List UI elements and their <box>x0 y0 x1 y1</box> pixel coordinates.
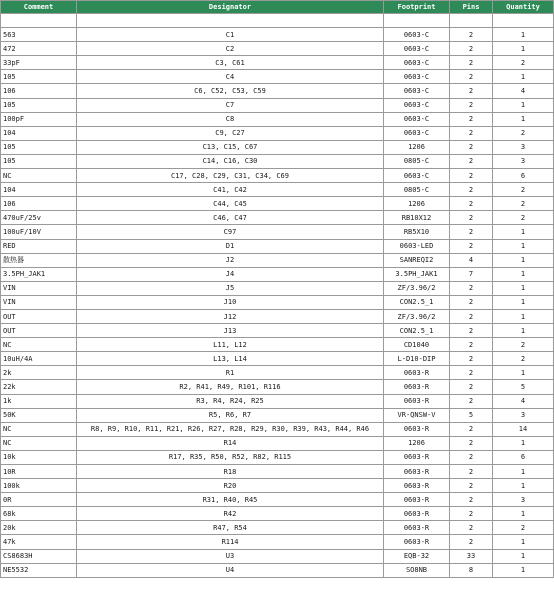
table-row <box>1 183 554 197</box>
table-row <box>1 366 554 380</box>
cell-quantity: 1 <box>493 436 554 450</box>
cell-comment: 470uF/25v <box>1 211 77 225</box>
cell-designator: J5 <box>77 281 384 295</box>
cell-comment: 100uF/10V <box>1 225 77 239</box>
table-row <box>1 267 554 281</box>
cell-footprint: CD1040 <box>384 338 450 352</box>
header-designator: Designator <box>77 1 384 14</box>
table-row <box>1 154 554 168</box>
cell-pins: 2 <box>450 479 493 493</box>
table-row <box>1 324 554 338</box>
cell-comment: 106 <box>1 84 77 98</box>
cell-designator: R3, R4, R24, R25 <box>77 394 384 408</box>
cell-quantity: 1 <box>493 112 554 126</box>
cell-comment: NC <box>1 338 77 352</box>
cell-footprint: ZF/3.96/2 <box>384 309 450 323</box>
table-row <box>1 394 554 408</box>
table-row <box>1 338 554 352</box>
cell-designator: R42 <box>77 507 384 521</box>
cell-comment: 47k <box>1 535 77 549</box>
cell-designator: C41, C42 <box>77 183 384 197</box>
cell-quantity: 2 <box>493 338 554 352</box>
cell-footprint: 0603-C <box>384 84 450 98</box>
cell-footprint: 0603-C <box>384 42 450 56</box>
cell-comment: 50K <box>1 408 77 422</box>
cell-footprint: 0603-C <box>384 98 450 112</box>
cell-quantity: 1 <box>493 549 554 563</box>
table-row <box>1 42 554 56</box>
cell-pins: 2 <box>450 309 493 323</box>
table-row <box>1 239 554 253</box>
cell-comment: OUT <box>1 324 77 338</box>
cell-designator: C8 <box>77 112 384 126</box>
table-row <box>1 281 554 295</box>
table-row <box>1 479 554 493</box>
cell-pins: 2 <box>450 70 493 84</box>
cell-footprint: 0603-R <box>384 479 450 493</box>
cell-pins: 2 <box>450 126 493 140</box>
bom-table-body <box>1 14 554 578</box>
table-row <box>1 422 554 436</box>
cell-footprint: 0603-R <box>384 521 450 535</box>
header-row <box>1 1 554 14</box>
table-row <box>1 549 554 563</box>
cell-comment: 散热器 <box>1 253 77 267</box>
cell-quantity: 1 <box>493 267 554 281</box>
cell-footprint: 0603-LED <box>384 239 450 253</box>
cell-footprint: 1206 <box>384 436 450 450</box>
cell-comment: 10k <box>1 450 77 464</box>
cell-quantity: 4 <box>493 84 554 98</box>
table-row <box>1 352 554 366</box>
cell-comment: 104 <box>1 183 77 197</box>
cell-designator: R18 <box>77 465 384 479</box>
cell-designator: C4 <box>77 70 384 84</box>
table-row <box>1 295 554 309</box>
cell-pins <box>450 14 493 28</box>
cell-designator: J10 <box>77 295 384 309</box>
header-comment: Comment <box>1 1 77 14</box>
cell-footprint: ZF/3.96/2 <box>384 281 450 295</box>
cell-comment: 2k <box>1 366 77 380</box>
cell-designator: R17, R35, R50, R52, R82, R115 <box>77 450 384 464</box>
cell-pins: 2 <box>450 211 493 225</box>
cell-quantity: 14 <box>493 422 554 436</box>
cell-footprint: SO8NB <box>384 563 450 577</box>
cell-quantity: 5 <box>493 380 554 394</box>
cell-comment: 563 <box>1 28 77 42</box>
cell-pins: 2 <box>450 183 493 197</box>
table-row <box>1 535 554 549</box>
cell-comment: 106 <box>1 197 77 211</box>
cell-pins: 2 <box>450 465 493 479</box>
cell-quantity: 1 <box>493 98 554 112</box>
cell-pins: 2 <box>450 380 493 394</box>
table-row <box>1 28 554 42</box>
cell-comment <box>1 14 77 28</box>
cell-quantity: 1 <box>493 535 554 549</box>
cell-designator: R114 <box>77 535 384 549</box>
cell-pins: 33 <box>450 549 493 563</box>
cell-designator: C14, C16, C30 <box>77 154 384 168</box>
table-row <box>1 521 554 535</box>
cell-quantity <box>493 14 554 28</box>
cell-comment: 3.5PH_JAK1 <box>1 267 77 281</box>
cell-designator: C9, C27 <box>77 126 384 140</box>
cell-quantity: 1 <box>493 42 554 56</box>
cell-footprint: VR-QNSW-V <box>384 408 450 422</box>
cell-comment: 10R <box>1 465 77 479</box>
cell-pins: 2 <box>450 450 493 464</box>
cell-footprint: 0603-R <box>384 535 450 549</box>
cell-pins: 2 <box>450 338 493 352</box>
header-pins: Pins <box>450 1 493 14</box>
cell-quantity: 1 <box>493 465 554 479</box>
cell-footprint: 0805-C <box>384 183 450 197</box>
cell-footprint: 0603-R <box>384 493 450 507</box>
cell-comment: 100pF <box>1 112 77 126</box>
cell-pins: 2 <box>450 324 493 338</box>
cell-designator: J2 <box>77 253 384 267</box>
cell-designator: R8, R9, R10, R11, R21, R26, R27, R28, R29, R30, R39, R43, R44, R46 <box>77 422 384 436</box>
cell-comment: 472 <box>1 42 77 56</box>
header-footprint: Footprint <box>384 1 450 14</box>
cell-footprint: RB10X12 <box>384 211 450 225</box>
table-row <box>1 563 554 577</box>
cell-designator: C97 <box>77 225 384 239</box>
cell-pins: 2 <box>450 84 493 98</box>
cell-footprint: SANREQI2 <box>384 253 450 267</box>
cell-pins: 2 <box>450 28 493 42</box>
cell-quantity: 1 <box>493 239 554 253</box>
cell-pins: 2 <box>450 140 493 154</box>
cell-pins: 2 <box>450 436 493 450</box>
cell-designator: L13, L14 <box>77 352 384 366</box>
cell-pins: 2 <box>450 42 493 56</box>
cell-quantity: 1 <box>493 309 554 323</box>
cell-designator: C2 <box>77 42 384 56</box>
table-row <box>1 56 554 70</box>
table-row <box>1 84 554 98</box>
cell-pins: 2 <box>450 197 493 211</box>
cell-footprint: 1206 <box>384 197 450 211</box>
cell-pins: 2 <box>450 352 493 366</box>
cell-pins: 4 <box>450 253 493 267</box>
table-row <box>1 465 554 479</box>
cell-designator: R47, R54 <box>77 521 384 535</box>
cell-footprint: 0603-C <box>384 28 450 42</box>
cell-comment: 105 <box>1 154 77 168</box>
cell-quantity: 6 <box>493 169 554 183</box>
cell-comment: NC <box>1 169 77 183</box>
cell-quantity: 3 <box>493 140 554 154</box>
cell-pins: 2 <box>450 98 493 112</box>
cell-designator: R31, R40, R45 <box>77 493 384 507</box>
cell-comment: 68k <box>1 507 77 521</box>
table-row <box>1 14 554 28</box>
cell-designator: C17, C28, C29, C31, C34, C69 <box>77 169 384 183</box>
cell-footprint: 3.5PH_JAK1 <box>384 267 450 281</box>
cell-pins: 2 <box>450 281 493 295</box>
cell-footprint: 0603-R <box>384 394 450 408</box>
cell-footprint: 0603-C <box>384 70 450 84</box>
cell-designator: C1 <box>77 28 384 42</box>
cell-comment: 104 <box>1 126 77 140</box>
cell-pins: 2 <box>450 154 493 168</box>
cell-designator: C3, C61 <box>77 56 384 70</box>
cell-designator: C13, C15, C67 <box>77 140 384 154</box>
cell-designator: R14 <box>77 436 384 450</box>
cell-comment: 22k <box>1 380 77 394</box>
cell-quantity: 1 <box>493 225 554 239</box>
cell-pins: 2 <box>450 366 493 380</box>
cell-designator: C6, C52, C53, C59 <box>77 84 384 98</box>
cell-footprint: EQB-32 <box>384 549 450 563</box>
cell-pins: 2 <box>450 56 493 70</box>
table-row <box>1 225 554 239</box>
cell-quantity: 4 <box>493 394 554 408</box>
table-row <box>1 380 554 394</box>
table-row <box>1 408 554 422</box>
cell-comment: 100k <box>1 479 77 493</box>
cell-designator: J13 <box>77 324 384 338</box>
cell-quantity: 2 <box>493 352 554 366</box>
cell-comment: 1k <box>1 394 77 408</box>
cell-comment: 33pF <box>1 56 77 70</box>
cell-designator: D1 <box>77 239 384 253</box>
cell-footprint: 0603-C <box>384 112 450 126</box>
cell-quantity: 1 <box>493 28 554 42</box>
table-row <box>1 493 554 507</box>
cell-footprint: 0603-C <box>384 126 450 140</box>
cell-quantity: 1 <box>493 507 554 521</box>
cell-comment: 10uH/4A <box>1 352 77 366</box>
cell-footprint: 0805-C <box>384 154 450 168</box>
table-row <box>1 112 554 126</box>
cell-quantity: 2 <box>493 197 554 211</box>
table-row <box>1 450 554 464</box>
cell-quantity: 1 <box>493 563 554 577</box>
cell-footprint: 0603-R <box>384 507 450 521</box>
cell-quantity: 1 <box>493 366 554 380</box>
cell-footprint: 0603-R <box>384 450 450 464</box>
cell-footprint: 0603-R <box>384 380 450 394</box>
cell-pins: 2 <box>450 422 493 436</box>
cell-footprint: 0603-C <box>384 169 450 183</box>
cell-footprint: CON2.5_1 <box>384 295 450 309</box>
cell-comment: VIN <box>1 281 77 295</box>
cell-comment: VIN <box>1 295 77 309</box>
cell-quantity: 6 <box>493 450 554 464</box>
table-row <box>1 436 554 450</box>
cell-footprint: 0603-R <box>384 422 450 436</box>
table-row <box>1 70 554 84</box>
cell-footprint: RB5X10 <box>384 225 450 239</box>
cell-footprint: L-D10-DIP <box>384 352 450 366</box>
cell-pins: 2 <box>450 535 493 549</box>
cell-pins: 2 <box>450 521 493 535</box>
cell-pins: 2 <box>450 295 493 309</box>
cell-pins: 2 <box>450 225 493 239</box>
cell-pins: 2 <box>450 507 493 521</box>
cell-comment: RED <box>1 239 77 253</box>
cell-quantity: 3 <box>493 154 554 168</box>
cell-designator <box>77 14 384 28</box>
cell-pins: 2 <box>450 169 493 183</box>
cell-comment: 20k <box>1 521 77 535</box>
cell-pins: 2 <box>450 493 493 507</box>
cell-comment: CS8683H <box>1 549 77 563</box>
cell-quantity: 2 <box>493 56 554 70</box>
cell-comment: NE5532 <box>1 563 77 577</box>
table-row <box>1 140 554 154</box>
cell-quantity: 1 <box>493 281 554 295</box>
cell-quantity: 2 <box>493 126 554 140</box>
cell-designator: J4 <box>77 267 384 281</box>
table-row <box>1 98 554 112</box>
cell-quantity: 3 <box>493 408 554 422</box>
cell-footprint: 0603-C <box>384 56 450 70</box>
cell-designator: R2, R41, R49, R101, R116 <box>77 380 384 394</box>
cell-designator: R20 <box>77 479 384 493</box>
cell-designator: U4 <box>77 563 384 577</box>
cell-designator: U3 <box>77 549 384 563</box>
cell-footprint <box>384 14 450 28</box>
cell-pins: 5 <box>450 408 493 422</box>
cell-comment: 105 <box>1 70 77 84</box>
cell-designator: L11, L12 <box>77 338 384 352</box>
cell-comment: NC <box>1 422 77 436</box>
cell-quantity: 1 <box>493 479 554 493</box>
table-row <box>1 126 554 140</box>
cell-footprint: 1206 <box>384 140 450 154</box>
table-row <box>1 253 554 267</box>
cell-pins: 2 <box>450 112 493 126</box>
table-row <box>1 211 554 225</box>
cell-designator: C7 <box>77 98 384 112</box>
cell-footprint: CON2.5_1 <box>384 324 450 338</box>
table-row <box>1 507 554 521</box>
cell-quantity: 2 <box>493 521 554 535</box>
cell-quantity: 1 <box>493 70 554 84</box>
cell-designator: C44, C45 <box>77 197 384 211</box>
cell-comment: NC <box>1 436 77 450</box>
cell-designator: J12 <box>77 309 384 323</box>
cell-footprint: 0603-R <box>384 366 450 380</box>
cell-pins: 2 <box>450 394 493 408</box>
table-row <box>1 197 554 211</box>
cell-comment: 0R <box>1 493 77 507</box>
cell-designator: R5, R6, R7 <box>77 408 384 422</box>
cell-quantity: 2 <box>493 183 554 197</box>
cell-quantity: 1 <box>493 253 554 267</box>
cell-comment: 105 <box>1 98 77 112</box>
table-row <box>1 309 554 323</box>
cell-pins: 8 <box>450 563 493 577</box>
table-row <box>1 169 554 183</box>
cell-comment: 105 <box>1 140 77 154</box>
cell-pins: 2 <box>450 239 493 253</box>
cell-designator: C46, C47 <box>77 211 384 225</box>
header-quantity: Quantity <box>493 1 554 14</box>
cell-pins: 7 <box>450 267 493 281</box>
cell-comment: OUT <box>1 309 77 323</box>
cell-quantity: 1 <box>493 324 554 338</box>
cell-quantity: 2 <box>493 211 554 225</box>
cell-footprint: 0603-R <box>384 465 450 479</box>
cell-quantity: 1 <box>493 295 554 309</box>
cell-quantity: 3 <box>493 493 554 507</box>
cell-designator: R1 <box>77 366 384 380</box>
